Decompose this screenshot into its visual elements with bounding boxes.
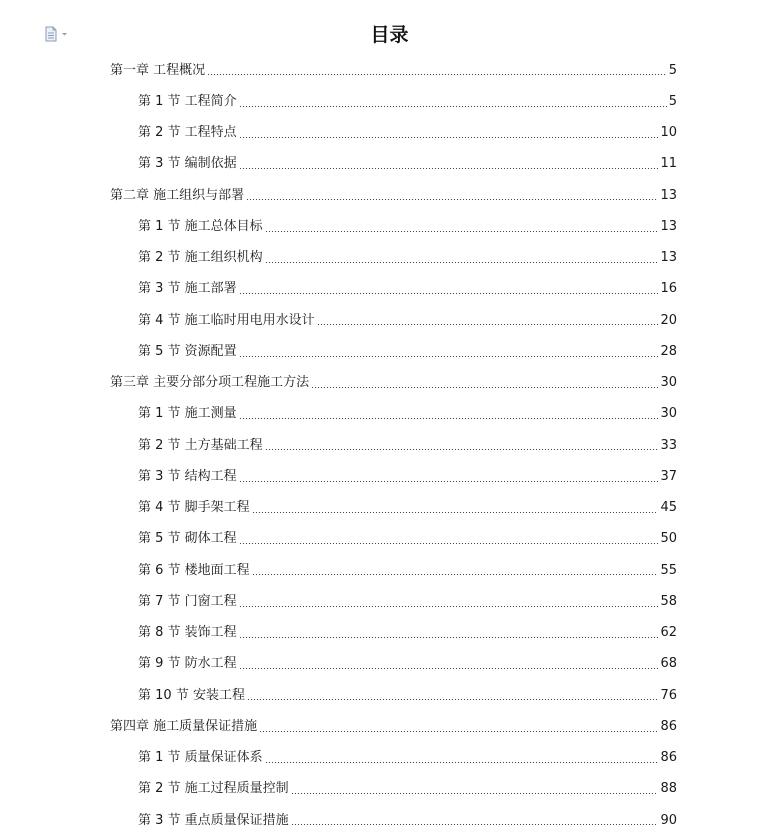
toc-entry-page-number: 90 [660, 812, 677, 828]
toc-entry-label: 第 1 节 施工总体目标 [138, 218, 263, 234]
toc-entry-label: 第 1 节 工程简介 [138, 93, 237, 109]
dot-leader [252, 574, 659, 575]
dot-leader [247, 699, 659, 700]
toc-entry-page-number: 16 [660, 281, 677, 297]
dot-leader [239, 356, 659, 357]
toc-section-entry[interactable] [0, 805, 779, 836]
toc-entry-page-number: 20 [660, 312, 677, 328]
toc-entry-page-number: 76 [660, 687, 677, 703]
toc-entry-label: 第三章 主要分部分项工程施工方法 [110, 375, 310, 391]
dot-leader [265, 762, 659, 763]
toc-entry-page-number: 28 [660, 343, 677, 359]
dot-leader [246, 199, 658, 200]
toc-section-entry[interactable] [0, 493, 779, 524]
toc-entry-label: 第 2 节 土方基础工程 [138, 437, 263, 453]
toc-section-entry[interactable] [0, 305, 779, 336]
toc-section-entry[interactable] [0, 743, 779, 774]
toc-entry-label: 第 2 节 施工组织机构 [138, 250, 263, 266]
dot-leader [265, 449, 659, 450]
toc-entry-label: 第 9 节 防水工程 [138, 656, 237, 672]
toc-entry-label: 第 2 节 施工过程质量控制 [138, 781, 289, 797]
toc-entry-page-number: 30 [660, 406, 677, 422]
toc-chapter-entry[interactable] [0, 55, 779, 86]
toc-section-entry[interactable] [0, 211, 779, 242]
toc-section-entry[interactable] [0, 618, 779, 649]
page-title: 目录 [370, 24, 409, 46]
toc-entry-label: 第 3 节 结构工程 [138, 468, 237, 484]
toc-entry-label: 第 4 节 施工临时用电用水设计 [138, 312, 315, 328]
toc-entry-page-number: 5 [668, 93, 677, 109]
dot-leader [317, 324, 659, 325]
dot-leader [239, 106, 667, 107]
toc-entry-page-number: 5 [668, 62, 677, 78]
dot-leader [239, 168, 659, 169]
dot-leader [239, 637, 659, 638]
toc-section-entry[interactable] [0, 555, 779, 586]
toc-entry-label: 第 10 节 安装工程 [138, 687, 245, 703]
toc-entry-label: 第 7 节 门窗工程 [138, 593, 237, 609]
toc-section-entry[interactable] [0, 430, 779, 461]
toc-section-entry[interactable] [0, 149, 779, 180]
toc-entry-label: 第 2 节 工程特点 [138, 125, 237, 141]
dot-leader [311, 387, 658, 388]
toc-section-entry[interactable] [0, 774, 779, 805]
toc-entry-page-number: 86 [660, 718, 677, 734]
dot-leader [239, 668, 659, 669]
toc-entry-page-number: 13 [660, 218, 677, 234]
toc-entry-page-number: 10 [660, 125, 677, 141]
toc-section-entry[interactable] [0, 461, 779, 492]
table-of-contents [0, 55, 779, 836]
toc-entry-label: 第 8 节 装饰工程 [138, 625, 237, 641]
toc-section-entry[interactable] [0, 586, 779, 617]
dot-leader [265, 231, 659, 232]
toc-entry-label: 第 1 节 质量保证体系 [138, 750, 263, 766]
toc-section-entry[interactable] [0, 680, 779, 711]
toc-entry-page-number: 11 [660, 156, 677, 172]
toc-entry-label: 第 1 节 施工测量 [138, 406, 237, 422]
toc-entry-page-number: 58 [660, 593, 677, 609]
toc-entry-page-number: 30 [660, 375, 677, 391]
toc-chapter-entry[interactable] [0, 180, 779, 211]
dot-leader [207, 74, 667, 75]
dot-leader [252, 512, 659, 513]
dot-leader [239, 606, 659, 607]
toc-section-entry[interactable] [0, 399, 779, 430]
toc-section-entry[interactable] [0, 118, 779, 149]
toc-section-entry[interactable] [0, 86, 779, 117]
toc-entry-label: 第二章 施工组织与部署 [110, 187, 245, 203]
toc-entry-label: 第 3 节 施工部署 [138, 281, 237, 297]
toc-entry-page-number: 50 [660, 531, 677, 547]
toc-section-entry[interactable] [0, 524, 779, 555]
toc-entry-page-number: 68 [660, 656, 677, 672]
toc-entry-page-number: 33 [660, 437, 677, 453]
toc-chapter-entry[interactable] [0, 368, 779, 399]
dot-leader [291, 793, 659, 794]
toc-entry-page-number: 13 [660, 250, 677, 266]
toc-entry-page-number: 55 [660, 562, 677, 578]
dot-leader [239, 543, 659, 544]
toc-entry-label: 第 5 节 资源配置 [138, 343, 237, 359]
toc-entry-page-number: 13 [660, 187, 677, 203]
dot-leader [239, 137, 659, 138]
toc-section-entry[interactable] [0, 274, 779, 305]
toc-entry-page-number: 86 [660, 750, 677, 766]
dot-leader [239, 293, 659, 294]
dot-leader [291, 824, 659, 825]
toc-entry-page-number: 88 [660, 781, 677, 797]
toc-entry-page-number: 37 [660, 468, 677, 484]
dot-leader [239, 418, 659, 419]
toc-chapter-entry[interactable] [0, 711, 779, 742]
toc-entry-label: 第 5 节 砌体工程 [138, 531, 237, 547]
toc-entry-page-number: 62 [660, 625, 677, 641]
toc-entry-label: 第一章 工程概况 [110, 62, 206, 78]
toc-section-entry[interactable] [0, 336, 779, 367]
toc-section-entry[interactable] [0, 243, 779, 274]
toc-entry-label: 第 3 节 编制依据 [138, 156, 237, 172]
toc-entry-page-number: 45 [660, 500, 677, 516]
dot-leader [259, 731, 658, 732]
toc-section-entry[interactable] [0, 649, 779, 680]
toc-entry-label: 第 4 节 脚手架工程 [138, 500, 250, 516]
toc-entry-label: 第 6 节 楼地面工程 [138, 562, 250, 578]
dot-leader [239, 481, 659, 482]
dot-leader [265, 262, 659, 263]
toc-entry-label: 第 3 节 重点质量保证措施 [138, 812, 289, 828]
toc-entry-label: 第四章 施工质量保证措施 [110, 718, 258, 734]
